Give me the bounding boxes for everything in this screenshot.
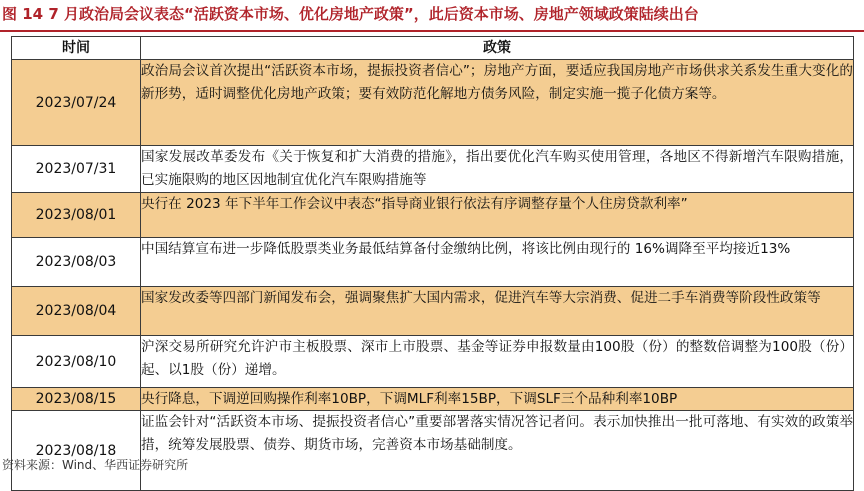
row-policy: 政治局会议首次提出“活跃资本市场，提振投资者信心”；房地产方面，要适应我国房地产市场供求关系发生重大变化的新形势，适时调整优化房地产政策；要有效防范化解地方债务风险，制定实施一揽子化债方案等。 xyxy=(141,60,854,146)
header-policy: 政策 xyxy=(141,37,854,60)
row-policy: 国家发改委等四部门新闻发布会，强调聚焦扩大国内需求，促进汽车等大宗消费、促进二手车消费等阶段性政策等 xyxy=(141,287,854,336)
row-policy: 证监会针对“活跃资本市场、提振投资者信心”重要部署落实情况答记者问。表示加快推出一批可落地、有实效的政策举措，统筹发展股票、债券、期货市场，完善资本市场基础制度。 xyxy=(141,411,854,491)
row-date: 2023/07/31 xyxy=(12,146,141,193)
row-policy: 国家发展改革委发布《关于恢复和扩大消费的措施》，指出要优化汽车购买使用管理，各地区不得新增汽车限购措施，已实施限购的地区因地制宜优化汽车限购措施等 xyxy=(141,146,854,193)
figure-title: 图 14 7 月政治局会议表态“活跃资本市场、优化房地产政策”，此后资本市场、房地产领域政策陆续出台 xyxy=(2,5,699,23)
source-note: 资料来源：Wind、华西证券研究所 xyxy=(2,458,189,472)
row-date: 2023/08/04 xyxy=(12,287,141,336)
table-row xyxy=(12,60,854,146)
row-policy: 央行在 2023 年下半年工作会议中表态“指导商业银行依法有序调整存量个人住房贷款利率” xyxy=(141,193,854,238)
row-date: 2023/08/01 xyxy=(12,193,141,238)
table-row xyxy=(12,388,854,411)
table-row xyxy=(12,193,854,238)
row-policy: 央行降息，下调逆回购操作利率10BP，下调MLF利率15BP，下调SLF三个品种利率10BP xyxy=(141,388,854,411)
table-row xyxy=(12,146,854,193)
table-row xyxy=(12,287,854,336)
row-date: 2023/07/24 xyxy=(12,60,141,146)
row-policy: 中国结算宣布进一步降低股票类业务最低结算备付金缴纳比例，将该比例由现行的 16%调降至平均接近13% xyxy=(141,238,854,287)
title-divider xyxy=(0,30,864,32)
header-date: 时间 xyxy=(12,37,141,60)
table-row xyxy=(12,238,854,287)
row-date: 2023/08/15 xyxy=(12,388,141,411)
row-date: 2023/08/18 xyxy=(12,411,141,491)
table-header-row xyxy=(12,37,854,60)
row-policy: 沪深交易所研究允许沪市主板股票、深市上市股票、基金等证券申报数量由100股（份）的整数倍调整为100股（份）起、以1股（份）递增。 xyxy=(141,336,854,388)
row-date: 2023/08/03 xyxy=(12,238,141,287)
table-row xyxy=(12,411,854,491)
table-row xyxy=(12,336,854,388)
policy-table xyxy=(11,36,854,491)
row-date: 2023/08/10 xyxy=(12,336,141,388)
